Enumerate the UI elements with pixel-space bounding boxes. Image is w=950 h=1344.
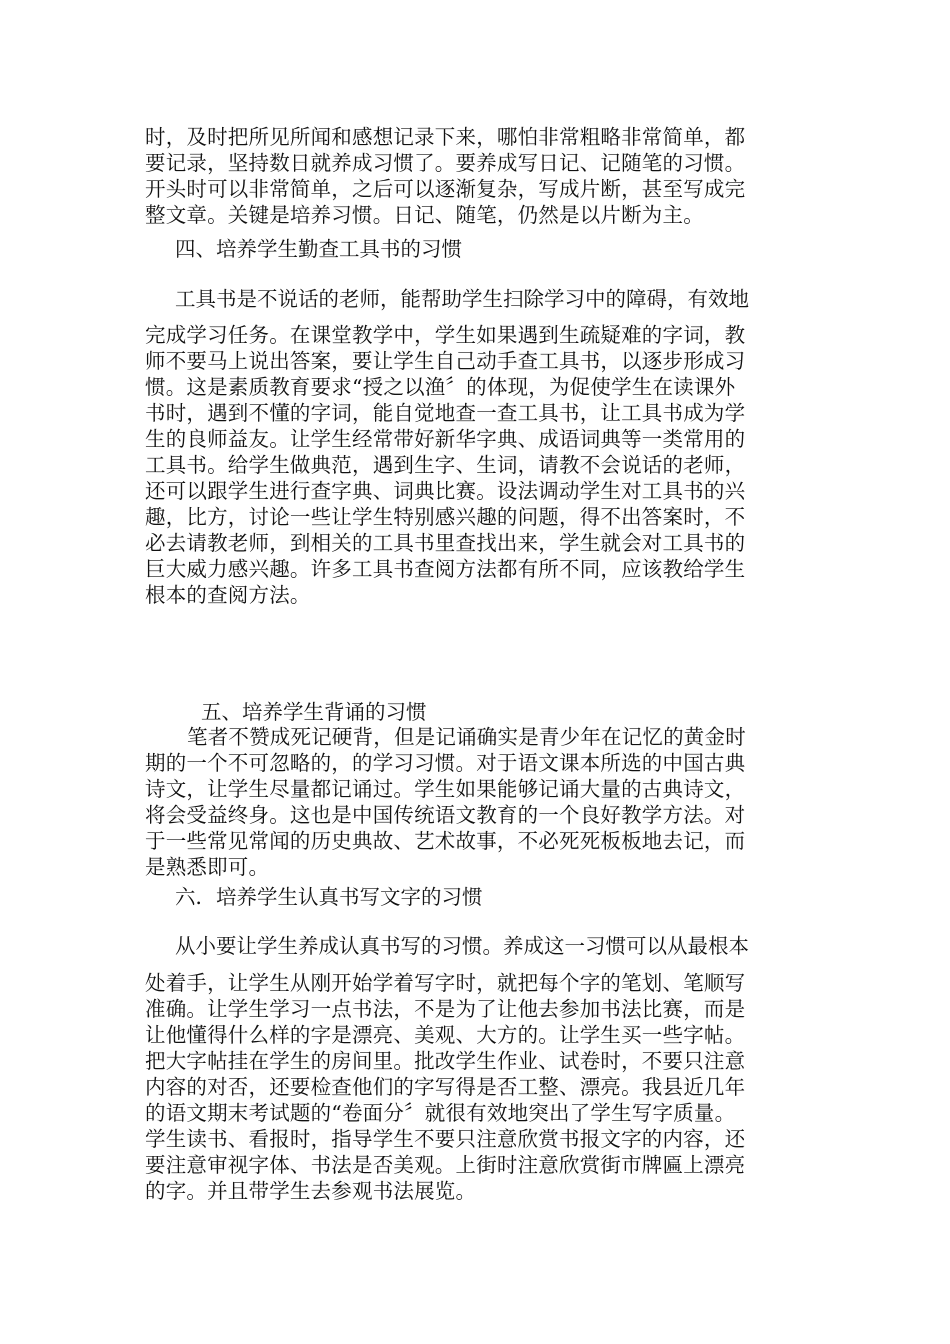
paragraph-line: 内容的对否，还要检查他们的字写得是否工整、漂亮。我县近几年	[145, 1075, 746, 1099]
paragraph-line: 让他懂得什么样的字是漂亮、美观、大方的。让学生买一些字帖。	[145, 1023, 746, 1047]
paragraph-line: 完成学习任务。在课堂教学中，学生如果遇到生疏疑难的字词，教	[145, 323, 746, 347]
section3-paragraph	[145, 124, 815, 228]
paragraph-line: 诗文，让学生尽量都记诵过。学生如果能够记诵大量的古典诗文，	[145, 777, 746, 801]
paragraph-line: 巨大威力感兴趣。许多工具书查阅方法都有所不同，应该教给学生	[145, 557, 746, 581]
paragraph-line: 整文章。关键是培养习惯。日记、随笔，仍然是以片断为主。	[145, 203, 704, 227]
paragraph-line: 必去请教老师，到相关的工具书里查找出来，学生就会对工具书的	[145, 531, 746, 555]
paragraph-line: 惯。这是素质教育要求“授之以渔〞的体现，为促使学生在读课外	[145, 375, 736, 399]
paragraph-line: 师不要马上说出答案，要让学生自己动手查工具书，以逐步形成习	[145, 349, 746, 373]
paragraph-line: 根本的查阅方法。	[145, 583, 311, 607]
section4-paragraph	[145, 322, 815, 608]
section6-paragraph	[145, 970, 815, 1204]
section5-paragraph	[145, 724, 815, 880]
paragraph-line: 趣，比方，讨论一些让学生特别感兴趣的问题，得不出答案时，不	[145, 505, 746, 529]
paragraph-line: 的语文期末考试题的“卷面分〞就很有效地突出了学生写字质量。	[145, 1101, 736, 1125]
paragraph-line: 开头时可以非常简单，之后可以逐渐复杂，写成片断，甚至写成完	[145, 177, 746, 201]
paragraph-line: 要注意审视字体、书法是否美观。上街时注意欣赏街市牌匾上漂亮	[145, 1153, 746, 1177]
section6-heading: 六．培养学生认真书写文字的习惯	[175, 885, 483, 909]
paragraph-line: 工具书。给学生做典范，遇到生字、生词，请教不会说话的老师，	[145, 453, 746, 477]
paragraph-line: 时，及时把所见所闻和感想记录下来，哪怕非常粗略非常简单，都	[145, 125, 746, 149]
paragraph-line: 将会受益终身。这也是中国传统语文教育的一个良好教学方法。对	[145, 803, 746, 827]
paragraph-line: 期的一个不可忽略的，的学习习惯。对于语文课本所选的中国古典	[145, 751, 746, 775]
section4-first-line: 工具书是不说话的老师，能帮助学生扫除学习中的障碍，有效地	[175, 287, 749, 311]
paragraph-line: 的字。并且带学生去参观书法展览。	[145, 1179, 477, 1203]
paragraph-line: 笔者不赞成死记硬背，但是记诵确实是青少年在记忆的黄金时	[187, 725, 746, 749]
paragraph-line: 处着手，让学生从刚开始学着写字时，就把每个字的笔划、笔顺写	[145, 971, 746, 995]
paragraph-line: 于一些常见常闻的历史典故、艺术故事，不必死死板板地去记，而	[145, 829, 746, 853]
paragraph-line: 把大字帖挂在学生的房间里。批改学生作业、试卷时，不要只注意	[145, 1049, 746, 1073]
section5-heading: 五、培养学生背诵的习惯	[201, 700, 427, 724]
paragraph-line: 还可以跟学生进行查字典、词典比赛。设法调动学生对工具书的兴	[145, 479, 746, 503]
paragraph-line: 要记录，坚持数日就养成习惯了。要养成写日记、记随笔的习惯。	[145, 151, 746, 175]
paragraph-line: 是熟悉即可。	[145, 855, 270, 879]
paragraph-line: 准确。让学生学习一点书法，不是为了让他去参加书法比赛，而是	[145, 997, 746, 1021]
section4-heading: 四、培养学生勤查工具书的习惯	[175, 237, 462, 261]
paragraph-line: 书时，遇到不懂的字词，能自觉地查一查工具书，让工具书成为学	[145, 401, 746, 425]
paragraph-line: 学生读书、看报时，指导学生不要只注意欣赏书报文字的内容，还	[145, 1127, 746, 1151]
section6-first-line: 从小要让学生养成认真书写的习惯。养成这一习惯可以从最根本	[175, 934, 749, 958]
paragraph-line: 生的良师益友。让学生经常带好新华字典、成语词典等一类常用的	[145, 427, 746, 451]
